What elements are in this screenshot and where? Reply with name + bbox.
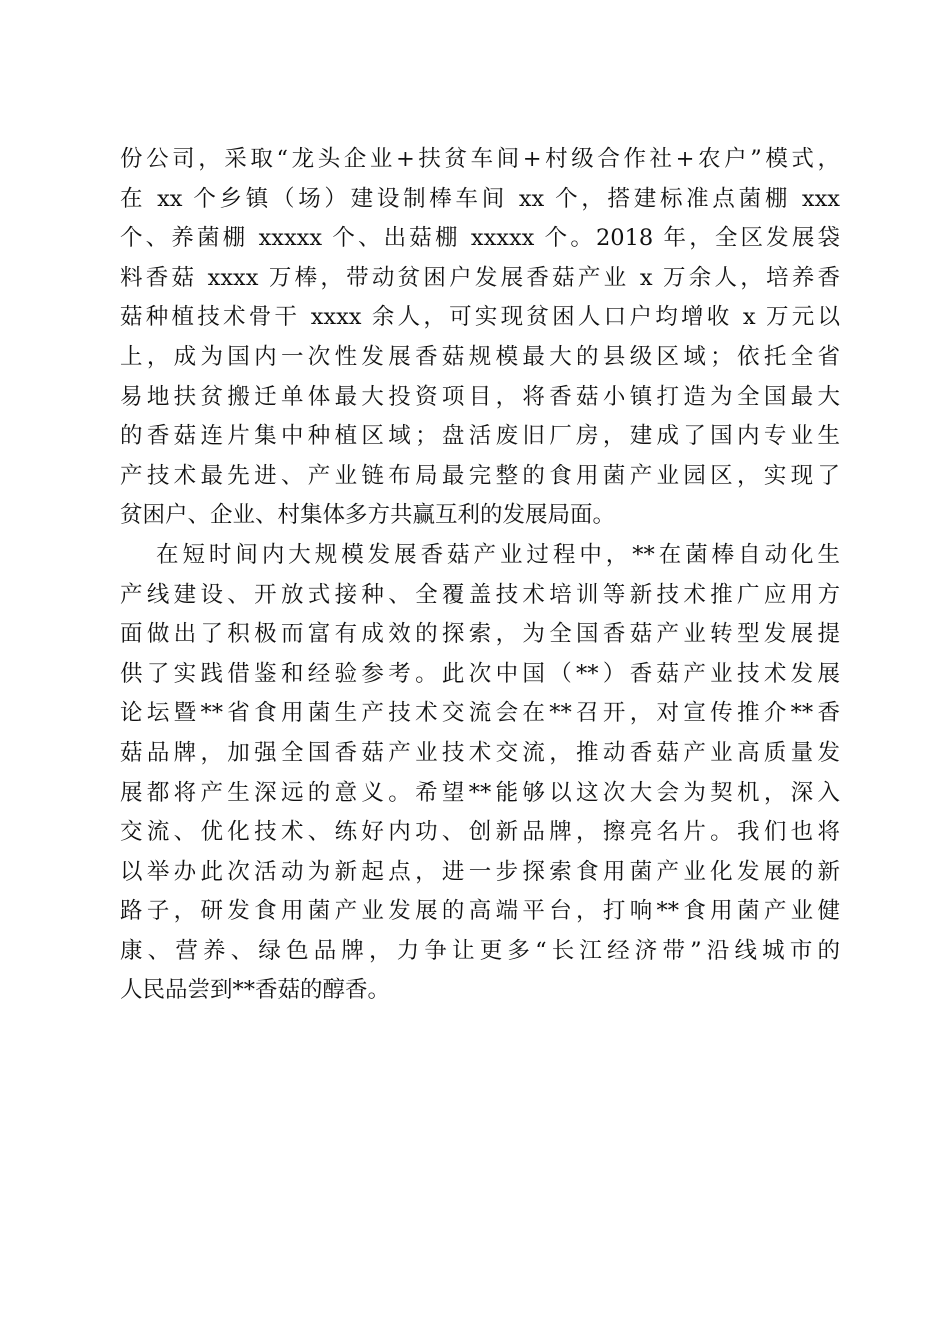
paragraph-line: 的香菇连片集中种植区域；盘活废旧厂房，建成了国内专业生 (120, 423, 840, 450)
paragraph-line: 上，成为国内一次性发展香菇规模最大的县级区域；依托全省 (120, 343, 840, 370)
paragraph-line: 供了实践借鉴和经验参考。此次中国（**）香菇产业技术发展 (120, 660, 840, 687)
paragraph-line: 以举办此次活动为新起点，进一步探索食用菌产业化发展的新 (120, 858, 840, 885)
paragraph-line: 展都将产生深远的意义。希望**能够以这次大会为契机，深入 (120, 779, 840, 806)
paragraph-line: 面做出了积极而富有成效的探索，为全国香菇产业转型发展提 (120, 621, 840, 648)
paragraph-line: 菇种植技术骨干 xxxx 余人，可实现贫困人口户均增收 x 万元以 (120, 304, 840, 331)
paragraph-line: 菇品牌，加强全国香菇产业技术交流，推动香菇产业高质量发 (120, 739, 840, 766)
paragraph-line: 易地扶贫搬迁单体最大投资项目，将香菇小镇打造为全国最大 (120, 383, 840, 410)
paragraph-line: 在短时间内大规模发展香菇产业过程中，**在菌棒自动化生 (156, 541, 840, 568)
paragraph-line: 产技术最先进、产业链布局最完整的食用菌产业园区，实现了 (120, 462, 840, 489)
paragraph-line: 在 xx 个乡镇（场）建设制棒车间 xx 个，搭建标准点菌棚 xxx (120, 185, 840, 212)
paragraph-line: 交流、优化技术、练好内功、创新品牌，擦亮名片。我们也将 (120, 819, 840, 846)
paragraph-line: 康、营养、绿色品牌，力争让更多“长江经济带”沿线城市的 (120, 937, 840, 964)
paragraph-line: 料香菇 xxxx 万棒，带动贫困户发展香菇产业 x 万余人，培养香 (120, 264, 840, 291)
paragraph-line: 路子，研发食用菌产业发展的高端平台，打响**食用菌产业健 (120, 898, 840, 925)
paragraph-line: 贫困户、企业、村集体多方共赢互利的发展局面。 (120, 502, 616, 529)
paragraph-1 (120, 140, 840, 536)
paragraph-line: 人民品尝到**香菇的醇香。 (120, 977, 391, 1004)
paragraph-line: 份公司，采取“龙头企业+扶贫车间+村级合作社+农户”模式， (120, 146, 840, 172)
body-text (120, 140, 840, 1011)
paragraph-line: 个、养菌棚 xxxxx 个、出菇棚 xxxxx 个。2018 年，全区发展袋 (120, 225, 840, 252)
paragraph-line: 论坛暨**省食用菌生产技术交流会在**召开，对宣传推介**香 (120, 700, 840, 727)
paragraph-line: 产线建设、开放式接种、全覆盖技术培训等新技术推广应用方 (120, 581, 840, 608)
paragraph-2 (120, 536, 840, 1011)
